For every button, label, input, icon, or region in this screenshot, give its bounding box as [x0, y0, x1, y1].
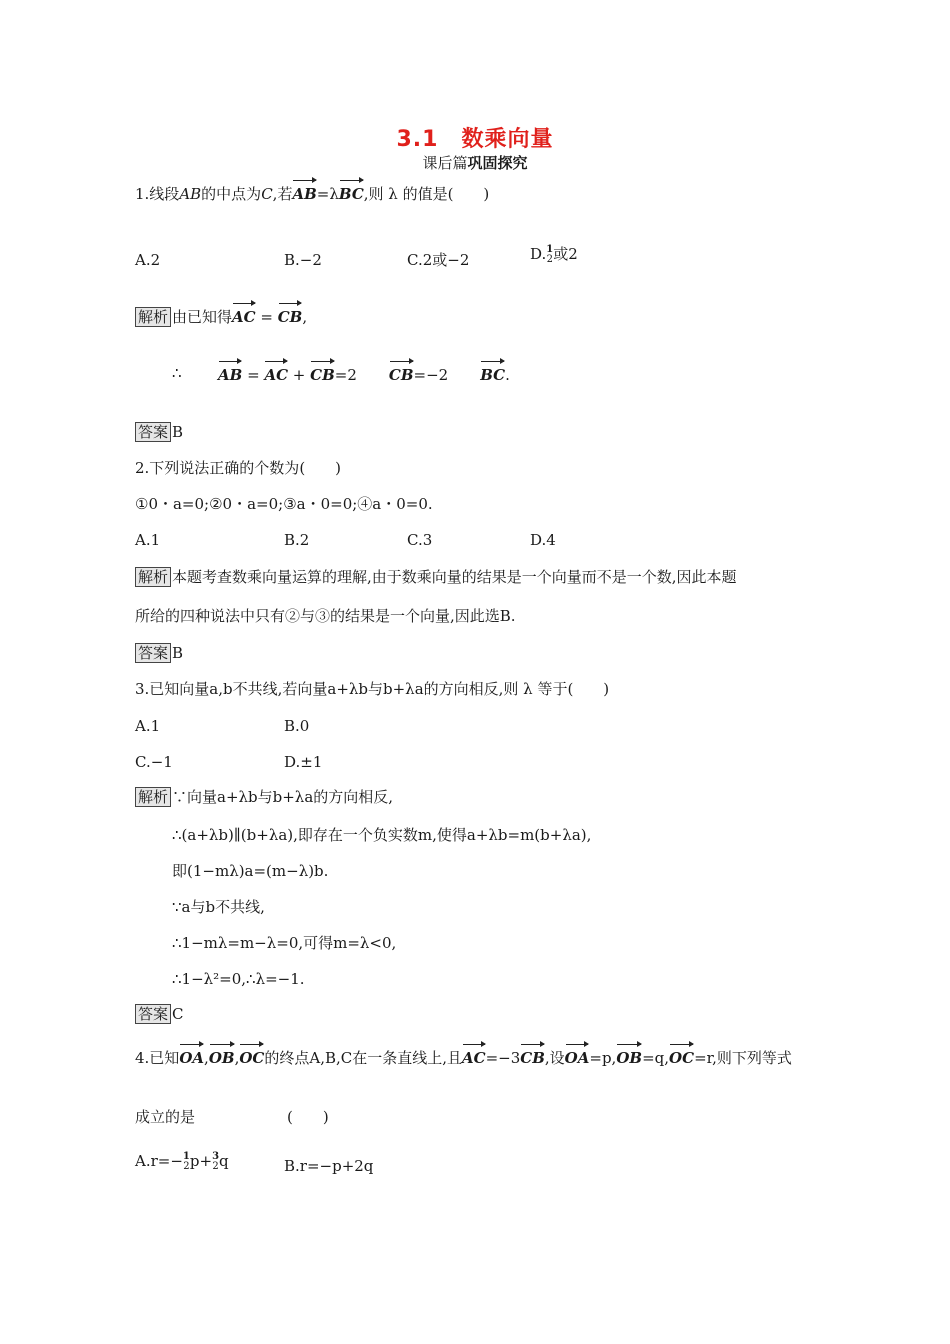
q4-stem-a: 4.已知: [135, 1049, 180, 1067]
q2-analysis-line2: 所给的四种说法中只有②与③的结果是一个向量,因此选B.: [135, 607, 516, 625]
q3-option-c: C.−1: [135, 753, 173, 771]
q1-stem-d: ,则 λ 的值是( ): [363, 185, 490, 203]
q1-vector-bc: BC: [339, 177, 364, 205]
q1-eq-lambda: =λ: [316, 185, 339, 203]
q3-analysis-line4: ∵a与b不共线,: [172, 898, 265, 916]
q1-analysis-text: 由已知得: [172, 308, 233, 326]
q1-s-vector-cb: CB: [310, 358, 335, 386]
q4-option-a-prefix: A.r=−: [135, 1152, 183, 1170]
q4-vector-oc2: OC: [669, 1041, 694, 1069]
q1-s-eq1: =: [242, 366, 265, 384]
page-subtitle: [0, 152, 950, 173]
q1-stem: [135, 177, 489, 205]
q2-option-b: B.2: [284, 531, 310, 549]
q2-analysis-line1: 本题考查数乘向量运算的理解,由于数乘向量的结果是一个向量而不是一个数,因此本题: [172, 568, 737, 586]
fraction-denominator: 2: [546, 254, 553, 265]
q3-analysis-line3: 即(1−mλ)a=(m−λ)b.: [172, 862, 329, 880]
q4-vector-oa2: OA: [565, 1041, 590, 1069]
q1-s-vector-cb2: CB: [389, 358, 414, 386]
q4-stem-c: ,设: [544, 1049, 565, 1067]
q2-option-d: D.4: [530, 531, 556, 549]
q1-option-a: A.2: [135, 251, 161, 269]
q1-answer: [135, 421, 183, 443]
q4-sep1: ,: [204, 1049, 209, 1067]
analysis-label: 解析: [135, 787, 171, 807]
q2-option-a: A.1: [135, 531, 161, 549]
q3-analysis-line2: ∴(a+λb)∥(b+λa),即存在一个负实数m,使得a+λb=m(b+λa),: [172, 826, 592, 844]
subtitle-prefix: 课后篇: [422, 154, 468, 172]
q4-sep2: ,: [234, 1049, 240, 1067]
q1-option-d: [530, 243, 578, 265]
q3-option-d: D.±1: [284, 753, 323, 771]
q3-stem: 3.已知向量a,b不共线,若向量a+λb与b+λa的方向相反,则 λ 等于( ): [135, 680, 610, 698]
q4-stem: [135, 1041, 792, 1069]
q1-s-vector-bc: BC: [480, 358, 505, 386]
subtitle-bold: 巩固探究: [467, 154, 528, 172]
q4-stem-b: 的终点A,B,C在一条直线上,且: [264, 1049, 462, 1067]
answer-label: 答案: [135, 422, 171, 442]
q1-stem-b: 的中点为: [201, 185, 262, 203]
q2-stem: 2.下列说法正确的个数为( ): [135, 459, 342, 477]
q4-vector-cb: CB: [520, 1041, 545, 1069]
fraction-numerator: 1: [182, 1151, 190, 1162]
q4-stem-line2: 成立的是: [135, 1108, 196, 1126]
q1-s-eq3: =−2: [413, 366, 449, 384]
analysis-label: 解析: [135, 567, 171, 587]
q1-stem-a: 1.线段: [135, 185, 180, 203]
q4-option-a-suffix: q: [219, 1152, 229, 1170]
q4-option-a-fraction1: [183, 1152, 190, 1172]
q4-eq-3: =−3: [485, 1049, 521, 1067]
q3-analysis-line6: ∴1−λ²=0,∴λ=−1.: [172, 970, 305, 988]
q1-analysis: [135, 300, 307, 328]
q1-vector-ab: AB: [292, 177, 316, 205]
q4-vector-ac: AC: [462, 1041, 486, 1069]
q1-therefore-symbol: ∴: [172, 364, 182, 382]
q3-option-b: B.0: [284, 717, 310, 735]
q4-option-b: B.r=−p+2q: [284, 1157, 374, 1175]
page-title: 3.1 数乘向量: [396, 127, 554, 152]
q4-eq-r: =r,则下列等式: [694, 1049, 792, 1067]
fraction-numerator: 3: [212, 1151, 220, 1162]
q1-s-end: .: [505, 366, 510, 384]
q4-vector-oa: OA: [179, 1041, 204, 1069]
q3-answer: [135, 1003, 184, 1025]
q4-option-a-mid: p+: [189, 1152, 213, 1170]
q1-vector-cb: CB: [278, 300, 303, 328]
q2-items: ①0・a=0;②0・a=0;③a・0=0;④a・0=0.: [135, 495, 433, 513]
q2-analysis: [135, 566, 737, 588]
q4-eq-p: =p,: [589, 1049, 617, 1067]
q2-answer: [135, 642, 183, 664]
q3-option-a: A.1: [135, 717, 161, 735]
q4-option-a-fraction2: [212, 1152, 219, 1172]
q1-stem-c: ,若: [272, 185, 293, 203]
answer-label: 答案: [135, 643, 171, 663]
q1-comma: ,: [302, 308, 308, 326]
q4-answer-paren: ( ): [287, 1108, 329, 1126]
q3-analysis-line5: ∴1−mλ=m−λ=0,可得m=λ<0,: [172, 934, 397, 952]
q1-vector-ac: AC: [232, 300, 256, 328]
q1-option-d-prefix: D.: [530, 245, 547, 263]
q1-ab: AB: [179, 185, 202, 203]
fraction-denominator: 2: [183, 1161, 190, 1172]
q3-analysis: [135, 786, 393, 808]
q3-analysis-line1: ∵向量a+λb与b+λa的方向相反,: [172, 788, 394, 806]
fraction-denominator: 2: [212, 1161, 219, 1172]
q1-eq: =: [255, 308, 278, 326]
q3-answer-value: C: [172, 1005, 184, 1023]
q2-option-c: C.3: [407, 531, 433, 549]
fraction-numerator: 1: [546, 244, 554, 255]
answer-label: 答案: [135, 1004, 171, 1024]
q4-vector-oc: OC: [239, 1041, 264, 1069]
q1-c: C: [261, 185, 273, 203]
q1-answer-value: B: [172, 423, 184, 441]
q4-eq-q: =q,: [642, 1049, 670, 1067]
q1-option-b: B.−2: [284, 251, 322, 269]
q1-option-c: C.2或−2: [407, 251, 470, 269]
q4-option-a: [135, 1150, 229, 1172]
analysis-label: 解析: [135, 307, 171, 327]
q4-vector-ob2: OB: [616, 1041, 642, 1069]
q4-vector-ob: OB: [209, 1041, 235, 1069]
q1-s-eq2: =2: [334, 366, 357, 384]
q2-answer-value: B: [172, 644, 184, 662]
q1-s-vector-ac: AC: [264, 358, 288, 386]
q1-option-d-suffix: 或2: [553, 245, 578, 263]
q1-solution-line: [218, 358, 510, 386]
q1-s-plus: +: [288, 366, 311, 384]
q1-s-vector-ab: AB: [218, 358, 242, 386]
